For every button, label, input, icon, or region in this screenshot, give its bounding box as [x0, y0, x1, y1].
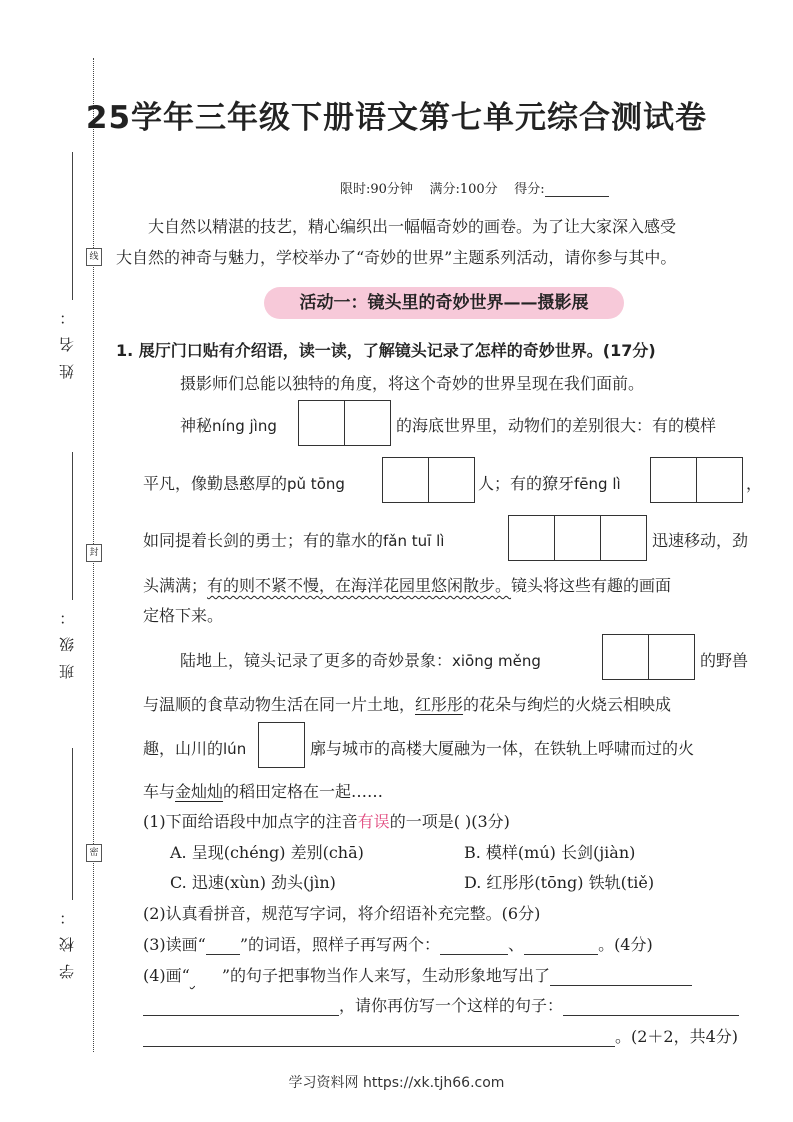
underline-sample [206, 940, 240, 955]
answer-blank-3a[interactable] [440, 940, 508, 955]
pinyin-lun: lún [223, 740, 247, 758]
passage-text: 人；有的獠牙 [478, 474, 575, 493]
class-label: 班级： [58, 598, 76, 679]
name-label: 姓名： [58, 298, 76, 379]
answer-blank-4a[interactable] [550, 971, 692, 986]
pinyin-fengli: fēng lì [574, 475, 621, 493]
passage-line [478, 471, 621, 494]
answer-box-fengli[interactable] [650, 457, 743, 503]
passage-line [700, 648, 748, 671]
passage-text: 迅速移动，劲 [652, 531, 749, 550]
sub-question-3 [143, 932, 653, 955]
passage-line [143, 692, 671, 715]
passage-text: 定格下来。 [143, 606, 224, 625]
passage-text: 与温顺的食草动物生活在同一片土地， [143, 695, 416, 714]
underlined-word-hongtongtong: 红彤彤 [415, 695, 464, 714]
answer-blank-4c[interactable] [563, 1001, 739, 1016]
question-text: 。(4分) [598, 935, 653, 954]
page-title: 25学年三年级下册语文第七单元综合测试卷 [85, 100, 708, 136]
option-a[interactable]: A. 呈现(chéng) 差别(chā) [170, 843, 364, 862]
passage-line [396, 413, 716, 436]
option-c[interactable]: C. 迅速(xùn) 劲头(jìn) [170, 873, 336, 892]
passage-text: 车与 [143, 782, 176, 801]
passage-text: 平凡，像勤恳憨厚的 [143, 474, 288, 493]
wavy-sample [190, 966, 222, 985]
school-label: 学校： [58, 898, 76, 979]
passage-text: 神秘 [180, 416, 213, 435]
underlined-word-jincancan: 金灿灿 [175, 782, 224, 801]
passage-line [652, 528, 748, 551]
cut-mark-feng: 封 [86, 544, 102, 562]
passage-text: ， [746, 474, 763, 493]
question-text: (3)读画“ [143, 935, 206, 954]
passage-line [143, 573, 671, 596]
answer-blank-4b[interactable] [143, 1001, 339, 1016]
passage-line [180, 648, 541, 671]
sub-question-4 [143, 963, 692, 986]
footer-watermark: 学习资料网 https://xk.tjh66.com [288, 1075, 505, 1091]
passage-line [746, 471, 762, 494]
answer-box-xiongmeng[interactable] [602, 634, 695, 680]
passage-text: 如同提着长剑的勇士；有的靠水的 [143, 531, 384, 550]
passage-line [143, 471, 345, 494]
full-score: 满分:100分 [429, 182, 498, 197]
question-text: ”的词语，照样子再写两个： [239, 935, 441, 954]
score-label: 得分: [514, 182, 545, 197]
passage-text: 的稻田定格在一起…… [223, 782, 384, 801]
passage-line [310, 736, 694, 759]
sub-question-1 [143, 809, 510, 832]
intro-line-2: 大自然的神奇与魅力，学校举办了“奇妙的世界”主题系列活动，请你参与其中。 [116, 248, 677, 267]
question-text: 的一项是( )(3分) [389, 812, 510, 831]
sub-question-4-cont [143, 993, 739, 1016]
question-1-stem: 1. 展厅门口贴有介绍语，读一读，了解镜头记录了怎样的奇妙世界。(17分) [116, 341, 656, 360]
cut-mark-xian: 线 [86, 248, 102, 266]
question-text: (1)下面给语段中加点字的注音 [143, 812, 358, 831]
passage-text: 的花朵与绚烂的火烧云相映成 [463, 695, 672, 714]
exam-meta [340, 178, 609, 197]
passage-text: 摄影师们总能以独特的角度，将这个奇妙的世界呈现在我们面前。 [180, 374, 645, 393]
passage-text: 镜头将这些有趣的画面 [511, 576, 672, 595]
option-d[interactable]: D. 红彤彤(tōng) 铁轨(tiě) [464, 873, 655, 892]
option-b[interactable]: B. 模样(mú) 长剑(jiàn) [464, 843, 636, 862]
passage-text: 趣，山川的 [143, 739, 224, 758]
cut-mark-mi: 密 [86, 844, 102, 862]
passage-text: 陆地上，镜头记录了更多的奇妙景象： [180, 651, 453, 670]
answer-box-lun[interactable] [258, 722, 305, 768]
answer-blank-4d[interactable] [143, 1032, 615, 1047]
pinyin-ningjing: níng jìng [212, 417, 277, 435]
sub-question-2: (2)认真看拼音，规范写字词，将介绍语补充完整。(6分) [143, 904, 541, 923]
answer-box-putong[interactable] [382, 457, 475, 503]
answer-blank-3b[interactable] [524, 940, 598, 955]
passage-text: 头满满； [143, 576, 208, 595]
answer-box-fantuili[interactable] [508, 515, 647, 561]
passage-line [180, 371, 644, 394]
question-text: 。(2＋2，共4分) [615, 1027, 739, 1046]
intro-line-1: 大自然以精湛的技艺，精心编织出一幅幅奇妙的画卷。为了让大家深入感受 [148, 217, 677, 236]
passage-line [143, 736, 246, 759]
question-text: (4)画“ [143, 966, 190, 985]
school-field[interactable] [72, 748, 73, 900]
pinyin-xiongmeng: xiōng měng [452, 652, 541, 670]
class-field[interactable] [72, 452, 73, 600]
time-limit: 限时:90分钟 [340, 182, 413, 197]
question-text: 、 [508, 935, 525, 954]
wavy-underlined-sentence: 有的则不紧不慢，在海洋花园里悠闲散步。 [207, 576, 512, 595]
passage-line [180, 413, 277, 436]
question-text: ，请你再仿写一个这样的句子： [339, 996, 564, 1015]
pinyin-fantuili: fǎn tuī lì [383, 532, 445, 550]
passage-text: 的野兽 [700, 651, 749, 670]
emphasis-text: 有误 [357, 812, 390, 831]
name-field[interactable] [72, 152, 73, 300]
passage-line [143, 603, 223, 626]
pinyin-putong: pǔ tōng [287, 475, 345, 493]
passage-line [143, 528, 444, 551]
answer-box-ningjing[interactable] [298, 400, 391, 446]
score-blank[interactable] [545, 184, 609, 197]
passage-text: 廓与城市的高楼大厦融为一体，在铁轨上呼啸而过的火 [310, 739, 695, 758]
activity-banner: 活动一：镜头里的奇妙世界——摄影展 [264, 287, 624, 319]
question-text: ”的句子把事物当作人来写，生动形象地写出了 [221, 966, 551, 985]
sub-question-4-end [143, 1024, 738, 1047]
passage-text: 的海底世界里，动物们的差别很大：有的模样 [396, 416, 717, 435]
passage-line [143, 779, 383, 802]
